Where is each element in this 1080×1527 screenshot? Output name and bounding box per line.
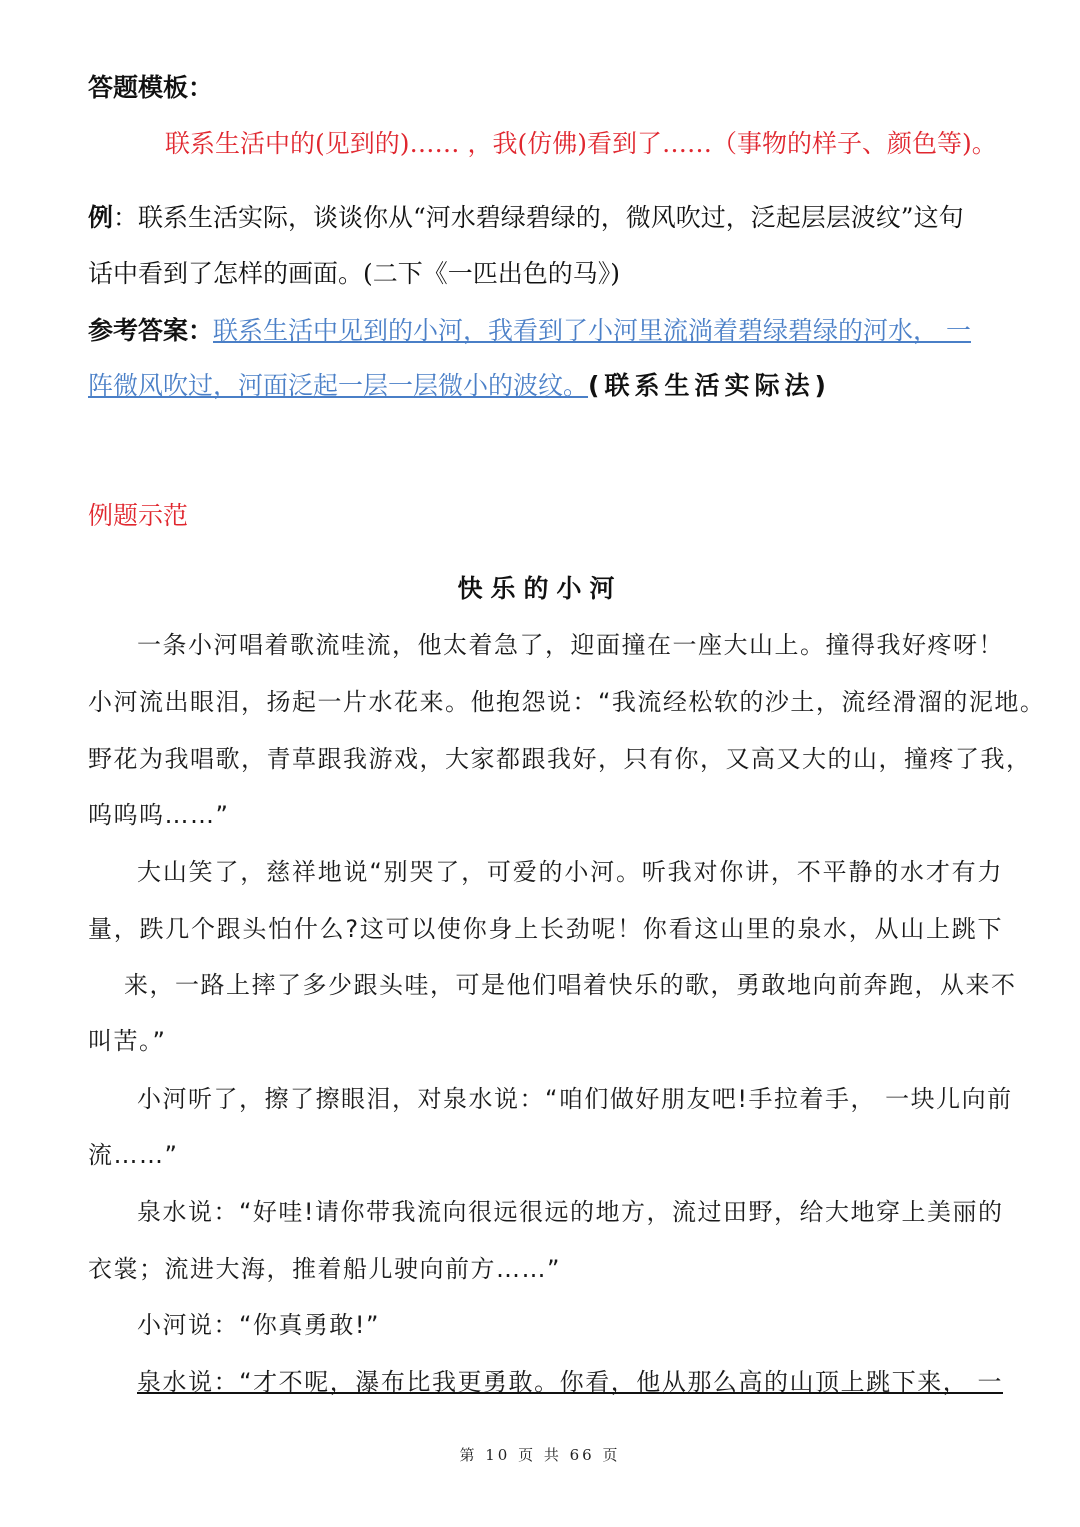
story-line: 流……” <box>88 1141 179 1169</box>
example-text-1: ：联系生活实际，谈谈你从“河水碧绿碧绿的，微风吹过，泛起层层波纹”这句 <box>113 203 964 232</box>
answer-text-1: 联系生活中见到的小河，我看到了小河里流淌着碧绿碧绿的河水， 一 <box>213 316 971 345</box>
answer-method: (联系生活实际法) <box>588 371 831 400</box>
answer-line-1 <box>88 311 1003 347</box>
section-label: 例题示范 <box>88 501 189 530</box>
example-question-line-1 <box>88 198 1003 234</box>
story-line: 衣裳；流进大海，推着船儿驶向前方……” <box>88 1255 561 1283</box>
story-line: 叫苦。” <box>88 1027 167 1055</box>
template-formula: 联系生活中的(见到的)…… ，我(仿佛)看到了……（事物的样子、颜色等)。 <box>165 129 997 158</box>
story-line: 小河流出眼泪，扬起一片水花来。他抱怨说：“我流经松软的沙土，流经滑溜的泥地。 <box>88 688 1046 716</box>
story-line: 小河说：“你真勇敢!” <box>137 1311 380 1339</box>
story-line: 小河听了，擦了擦眼泪，对泉水说：“咱们做好朋友吧!手拉着手， 一块儿向前 <box>137 1085 1013 1113</box>
story-line: 来，一路上摔了多少跟头哇，可是他们唱着快乐的歌，勇敢地向前奔跑，从来不 <box>124 971 1017 999</box>
answer-text-2: 阵微风吹过，河面泛起一层一层微小的波纹。 <box>88 371 589 400</box>
answer-line-2 <box>88 366 1003 402</box>
answer-label: 参考答案： <box>88 316 214 345</box>
story-line: 量，跌几个跟头怕什么?这可以使你身上长劲呢！你看这山里的泉水，从山上跳下 <box>88 915 1003 943</box>
story-line: 大山笑了，慈祥地说“别哭了，可爱的小河。听我对你讲，不平静的水才有力 <box>137 858 1003 886</box>
template-heading: 答题模板： <box>88 73 214 102</box>
story-line: 呜呜呜……” <box>88 801 230 829</box>
example-label: 例 <box>88 203 114 232</box>
story-line: 泉水说：“好哇!请你带我流向很远很远的地方，流过田野，给大地穿上美丽的 <box>137 1198 1004 1226</box>
story-title: 快乐的小河 <box>457 574 623 603</box>
story-line: 一条小河唱着歌流哇流，他太着急了，迎面撞在一座大山上。撞得我好疼呀！ <box>137 631 1004 659</box>
story-line: 泉水说：“才不呢，瀑布比我更勇敢。你看，他从那么高的山顶上跳下来， 一 <box>137 1368 1003 1396</box>
example-question-line-2: 话中看到了怎样的画面。(二下《一匹出色的马》) <box>88 259 621 288</box>
story-line: 野花为我唱歌，青草跟我游戏，大家都跟我好，只有你，又高又大的山，撞疼了我， <box>88 745 1032 773</box>
page-footer: 第 10 页 共 66 页 <box>459 1446 621 1464</box>
